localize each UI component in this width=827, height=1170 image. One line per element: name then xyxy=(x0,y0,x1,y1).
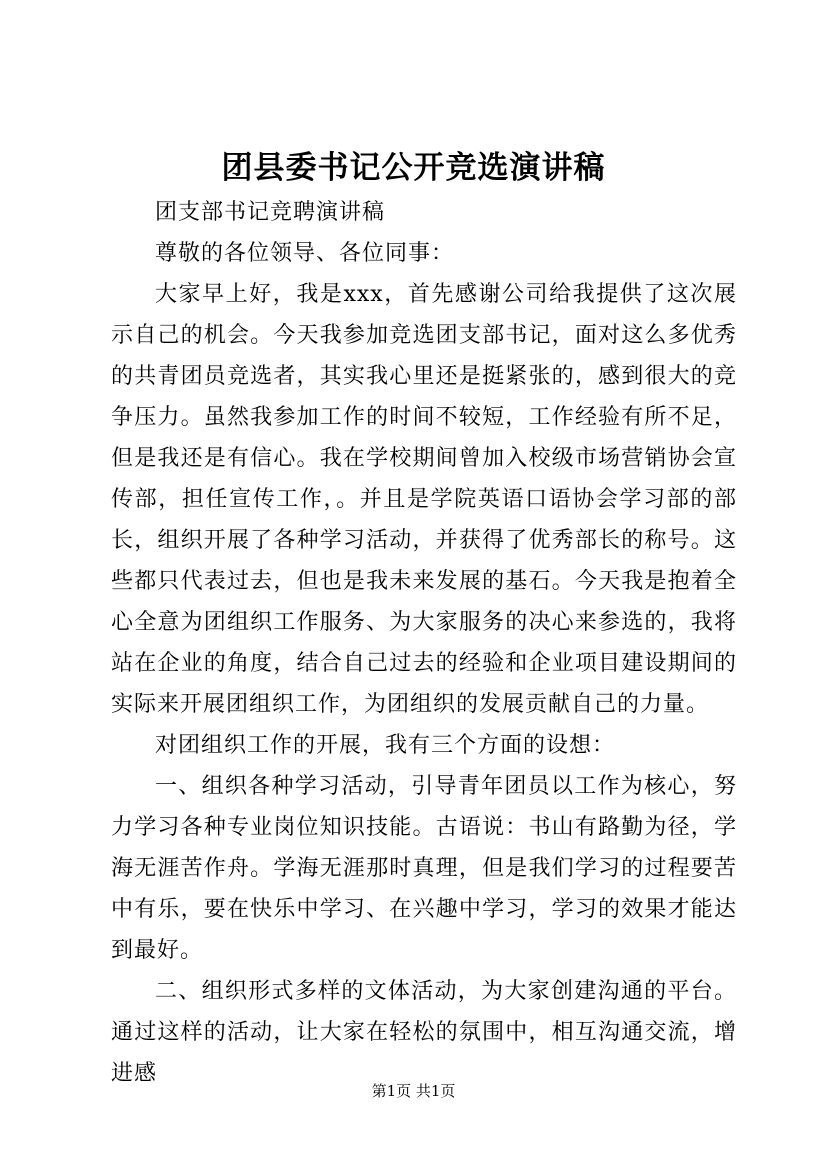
paragraph-introduction: 大家早上好，我是xxx，首先感谢公司给我提供了这次展示自己的机会。今天我参加竞选团支部书记，面对这么多优秀的共青团员竞选者，其实我心里还是挺紧张的，感到很大的竞争压力。虽然我参加工作的时间不较短，工作经验有所不足，但是我还是有信心。我在学校期间曾加入校级市场营销协会宣传部，担任宣传工作，。并且是学院英语口语协会学习部的部长，组织开展了各种学习活动，并获得了优秀部长的称号。这些都只代表过去，但也是我未来发展的基石。今天我是抱着全心全意为团组织工作服务、为大家服务的决心来参选的，我将站在企业的角度，结合自己过去的经验和企业项目建设期间的实际来开展团组织工作，为团组织的发展贡献自己的力量。 xyxy=(111,282,737,717)
paragraph-subtitle: 团支部书记竞聘演讲稿 xyxy=(155,200,386,225)
paragraph-plan-intro: 对团组织工作的开展，我有三个方面的设想： xyxy=(155,733,616,758)
paragraph-salutation: 尊敬的各位领导、各位同事： xyxy=(155,241,455,266)
document-body xyxy=(111,192,737,1094)
paragraph-plan-two: 二、组织形式多样的文体活动，为大家创建沟通的平台。通过这样的活动，让大家在轻松的氛围中，相互沟通交流，增进感 xyxy=(111,979,737,1086)
page-footer: 第1页 共1页 xyxy=(371,1082,456,1100)
document-title: 团县委书记公开竞选演讲稿 xyxy=(221,150,606,186)
paragraph-plan-one: 一、组织各种学习活动，引导青年团员以工作为核心，努力学习各种专业岗位知识技能。古语说：书山有路勤为径，学海无涯苦作舟。学海无涯那时真理，但是我们学习的过程要苦中有乐，要在快乐中学习、在兴趣中学习，学习的效果才能达到最好。 xyxy=(111,774,737,963)
